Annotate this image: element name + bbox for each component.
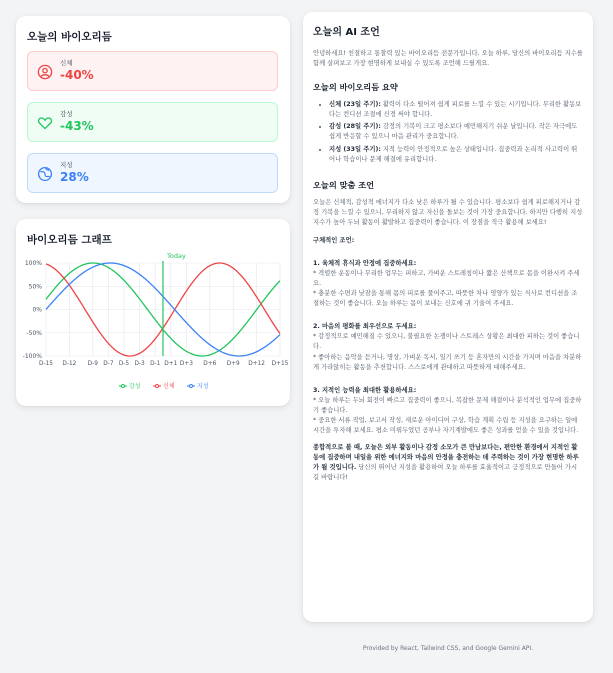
brain-icon <box>37 166 53 182</box>
summary-item-text: 지적 능력이 안정적으로 높은 상태입니다. 집중력과 논리적 사고력이 뛰어나 학습이나 문제 해결에 유리합니다. <box>329 145 578 163</box>
specific-label: 구체적인 조언: <box>313 236 355 244</box>
y-tick-label: -100% <box>22 353 42 361</box>
summary-item-text: 감정의 기복이 크고 평소보다 예민해지기 쉬운 날입니다. 작은 자극에도 쉽게 반응할 수 있으니 마음 관리가 중요합니다. <box>329 123 578 141</box>
x-tick-label: D+15 <box>271 361 289 367</box>
intellectual-label: 지성 <box>60 161 73 169</box>
y-tick-label: -50% <box>26 329 42 337</box>
ai-title: 오늘의 AI 조언 <box>313 27 380 38</box>
advice-3-line-1: * 오늘 하루는 두뇌 회전이 빠르고 집중력이 좋으니, 복잡한 문제 해결이나 분석적인 업무에 집중하기 좋습니다. <box>313 396 582 414</box>
advice-1-line-2: * 충분한 수면과 낮잠을 통해 몸의 피로를 풀어주고, 따뜻한 차나 영양가 있는 식사로 컨디션을 조절하는 것이 좋습니다. 오늘 하루는 몸이 보내는 신호에 귀 기울여 주세요. <box>313 290 578 308</box>
summary-item-head: 감성 (28일 주기): <box>329 123 381 131</box>
x-tick-label: D+6 <box>203 361 217 367</box>
conclusion-bold: 종합적으로 볼 때, 오늘은 외부 활동이나 감정 소모가 큰 만남보다는, 편안한 환경에서 지적인 활동에 집중하며 내일을 위한 에너지와 마음의 안정을 충전하는 데 주력하는 것이 가장 현명한 하루가 될 것입니다. <box>313 443 579 472</box>
emotional-box <box>27 102 278 142</box>
legend-label: 지성 <box>197 383 209 390</box>
advice-3-title: 3. 지적인 능력을 최대한 활용하세요: <box>313 386 417 394</box>
ai-advice-card <box>303 12 593 622</box>
emotional-value: -43% <box>60 119 94 133</box>
summary-item <box>329 100 583 120</box>
summary-item <box>329 122 583 142</box>
physical-value: -40% <box>60 68 94 82</box>
legend-marker <box>156 385 159 388</box>
y-tick-label: 100% <box>24 260 42 268</box>
summary-list <box>329 100 583 164</box>
x-tick-label: D-5 <box>118 361 130 367</box>
conclusion-rest: 당신의 뛰어난 지성을 활용하여 오늘 하루를 효율적이고 긍정적으로 만들어 가시길 바랍니다! <box>313 464 578 482</box>
footer-credit: Provided by React, Tailwind CSS, and Google Gemini API. <box>362 645 534 652</box>
x-tick-label: D-12 <box>62 361 77 367</box>
physical-box <box>27 51 278 91</box>
summary-item-head: 신체 (23일 주기): <box>329 101 381 109</box>
today-biorhythm-card <box>16 16 290 203</box>
summary-heading: 오늘의 바이오리듬 요약 <box>313 82 398 93</box>
emotional-label: 감성 <box>60 110 73 118</box>
today-label: Today <box>167 252 186 260</box>
advice-3-line-2: * 중요한 서류 작업, 보고서 작성, 새로운 아이디어 구상, 학습 계획 수립 등 지성을 요구하는 일에 시간을 투자해 보세요. 평소 미뤄두었던 공부나 자기계발에도 좋은 성과를 얻을 수 있을 것입니다. <box>313 416 579 434</box>
heart-icon <box>37 115 53 131</box>
advice-1-title: 1. 육체적 휴식과 안정에 집중하세요: <box>313 260 417 267</box>
legend-marker <box>190 385 193 388</box>
user-circle-icon <box>37 64 53 80</box>
x-tick-label: D-1 <box>150 361 161 367</box>
x-tick-label: D+12 <box>248 361 265 367</box>
advice-2-title: 2. 마음의 평화를 최우선으로 두세요: <box>313 323 417 331</box>
y-tick-label: 0% <box>32 306 42 314</box>
biorhythm-chart <box>20 249 289 399</box>
legend-label: 감성 <box>129 383 141 390</box>
advice-2-line-2: * 좋아하는 음악을 듣거나, 명상, 가벼운 독서, 일기 쓰기 등 혼자만의 시간을 가지며 마음을 차분하게 가라앉히는 활동을 추천합니다. 스스로에게 관대하고 따뜻하게 대해주세요. <box>313 353 582 371</box>
physical-label: 신체 <box>60 59 73 67</box>
x-tick-label: D-3 <box>134 361 145 367</box>
advice-1-line-1: * 격렬한 운동이나 무리한 업무는 피하고, 가벼운 스트레칭이나 짧은 산책으로 몸을 이완시켜 주세요. <box>313 270 580 288</box>
intellectual-value: 28% <box>60 170 89 184</box>
biorhythm-graph-card <box>16 219 290 406</box>
x-tick-label: D+1 <box>164 361 178 367</box>
legend-marker <box>122 385 125 388</box>
x-tick-label: D+3 <box>179 361 193 367</box>
conclusion <box>313 443 583 483</box>
summary-item-text: 활력이 다소 떨어져 쉽게 피로를 느낄 수 있는 시기입니다. 무리한 활동보다는 컨디션 조절에 신경 써야 합니다. <box>329 101 582 119</box>
today-title: 오늘의 바이오리듬 <box>27 31 112 43</box>
x-tick-label: D+9 <box>226 361 240 367</box>
y-tick-label: 50% <box>28 283 42 291</box>
x-tick-label: D-9 <box>87 361 98 367</box>
summary-item <box>329 145 583 165</box>
summary-item-head: 지성 (33일 주기): <box>329 145 381 153</box>
custom-intro: 오늘은 신체적, 감성적 에너지가 다소 낮은 하루가 될 수 있습니다. 평소보다 쉽게 피로해지거나 감정 기복을 느낄 수 있으니, 무리하지 않고 자신을 돌보는 것이 가장 중요합니다. 하지만 다행히 지성 지수가 높아 두뇌 활동이 활발하고 집중력이 좋습니다. 이 장점을 적극 활용해 보세요! <box>313 198 583 226</box>
ai-intro: 안녕하세요! 친절하고 통찰력 있는 바이오리듬 전문가입니다. 오늘 하루, 당신의 바이오리듬 지수를 함께 살펴보고 가장 현명하게 보내실 수 있도록 조언해 드릴게요. <box>313 50 583 68</box>
x-tick-label: D-7 <box>103 361 114 367</box>
advice-2-line-1: * 감정적으로 예민해질 수 있으니, 불필요한 논쟁이나 스트레스 상황은 최대한 피하는 것이 좋습니다. <box>313 333 580 351</box>
legend-label: 신체 <box>163 383 175 390</box>
x-tick-label: D-15 <box>39 361 53 367</box>
custom-heading: 오늘의 맞춤 조언 <box>313 179 375 190</box>
graph-title: 바이오리듬 그래프 <box>27 234 112 246</box>
intellectual-box <box>27 153 278 193</box>
